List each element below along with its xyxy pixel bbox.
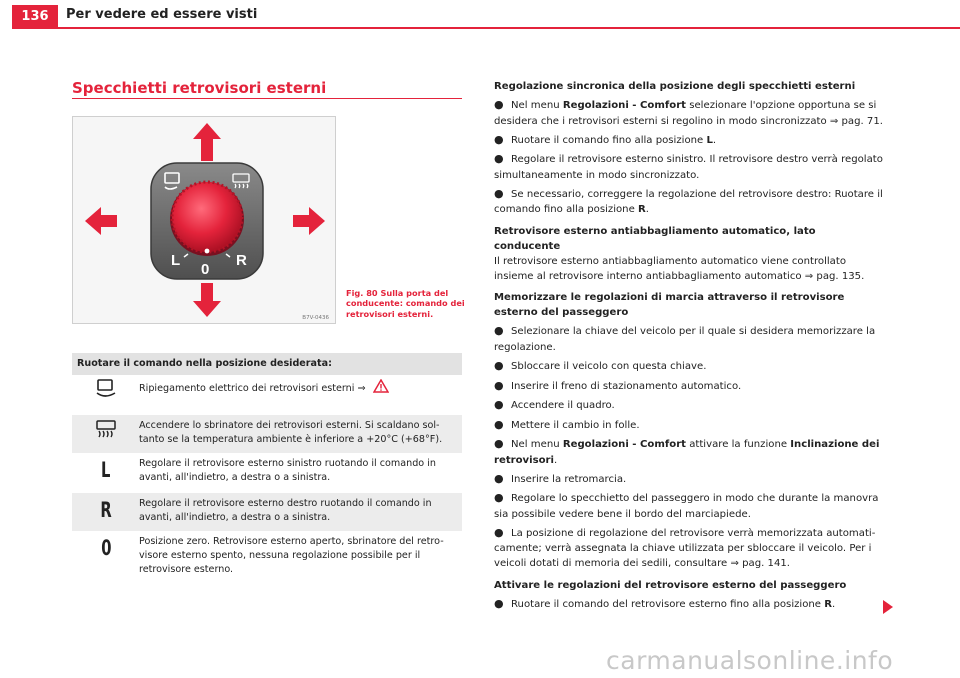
list-item: ● Inserire il freno di stazionamento automatico. [494,378,742,392]
list-item: ● Nel menu Regolazioni - Comfort selezionare l'opzione opportuna se si desidera che i retrovisori esterni si regolino in modo sincronizzato ⇒ pag. 71. [494,98,883,127]
figure-caption: Fig. 80 Sulla porta del conducente: comando dei retrovisori esterni. [346,288,465,319]
list-item: ● Selezionare la chiave del veicolo per il quale si desidera memorizzare la regolazione. [494,324,876,353]
table-row [72,453,462,493]
header-divider [12,27,960,29]
knob-label-right: R [236,252,247,269]
table-header: Ruotare il comando nella posizione desiderata: [72,353,462,375]
row-symbol: 0 [100,536,112,560]
list-item: ● Regolare il retrovisore esterno sinistro. Il retrovisore destro verrà regolato simultaneamente in modo sincronizzato. [494,152,883,181]
list-item: ● Sbloccare il veicolo con questa chiave. [494,359,707,373]
arrow-down-icon [193,283,221,317]
table-row [72,531,462,583]
knob-label-left: L [171,252,181,269]
list-item: ● Ruotare il comando del retrovisore esterno fino alla posizione R. [494,596,836,610]
list-item: ● La posizione di regolazione del retrovisore verrà memorizzata automati-camente; verrà assegnata la chiave utilizzata per sbloccare il veicolo. Per i veicoli dotati di memoria dei sedili, consultare ⇒ pag. 141. [494,525,876,570]
table-row [72,375,462,415]
table-row [72,415,462,453]
list-item: ● Se necessario, correggere la regolazione del retrovisore destro: Ruotare il comando fino alla posizione R. [494,186,883,216]
section-title: Specchietti retrovisori esterni [72,79,327,97]
list-item: ● Mettere il cambio in folle. [494,417,640,431]
rotary-knob [172,182,242,252]
mirror-fold-icon [92,379,120,409]
row-text: Regolare il retrovisore esterno sinistro ruotando il comando in avanti, all'indietro, a destra o a sinistra. [139,458,436,483]
subheading: Memorizzare le regolazioni di marcia attraverso il retrovisore esterno del passeggero [494,292,845,319]
chapter-title: Per vedere ed essere visti [66,7,258,22]
paragraph: Il retrovisore esterno antiabbagliamento automatico viene controllato insieme al retrovisore interno antiabbagliamento automatico ⇒ pag. 135. [494,255,865,282]
mirror-control-illustration [73,117,335,323]
row-text: Accendere lo sbrinatore dei retrovisori esterni. Si scaldano sol-tanto se la temperatura ambiente è inferiore a +20°C (+68°F). [139,420,443,445]
mirror-control-figure [72,116,336,324]
page-number: 136 [12,5,58,27]
page-header [0,0,960,30]
table-row [72,493,462,531]
arrow-up-icon [193,123,221,161]
knob-pointer [205,249,210,254]
row-text: Ripiegamento elettrico dei retrovisori esterni ⇒ [139,383,366,394]
positions-table [72,353,462,583]
arrow-right-icon [293,207,325,235]
knob-label-zero: 0 [201,261,210,278]
watermark: carmanualsonline.info [606,646,894,675]
list-item: ● Nel menu Regolazioni - Comfort attivare la funzione Inclinazione dei retrovisori. [494,437,880,466]
row-symbol: L [101,458,111,482]
row-text: Regolare il retrovisore esterno destro ruotando il comando in avanti, all'indietro, a destra o a sinistra. [139,498,432,523]
row-text: Posizione zero. Retrovisore esterno aperto, sbrinatore del retro-visore esterno spento, nessuna regolazione possibile per il retrovisore esterno. [139,536,444,575]
row-symbol: R [100,498,112,522]
subheading: Retrovisore esterno antiabbagliamento automatico, lato conducente [494,225,816,252]
figure-code: B7V-0436 [302,315,329,321]
arrow-left-icon [85,207,117,235]
list-item: ● Ruotare il comando fino alla posizione L. [494,132,717,146]
section-divider [72,98,462,99]
subheading: Regolazione sincronica della posizione degli specchietti esterni [494,81,856,92]
defroster-icon [92,419,120,449]
continue-arrow-icon [883,600,893,614]
list-item: ● Regolare lo specchietto del passeggero in modo che durante la manovra sia possibile vedere bene il bordo del marciapiede. [494,491,879,520]
list-item: ● Inserire la retromarcia. [494,471,627,485]
warning-icon [373,379,389,393]
instructions-column [494,79,884,612]
subheading: Attivare le regolazioni del retrovisore esterno del passeggero [494,579,847,591]
list-item: ● Accendere il quadro. [494,398,615,412]
